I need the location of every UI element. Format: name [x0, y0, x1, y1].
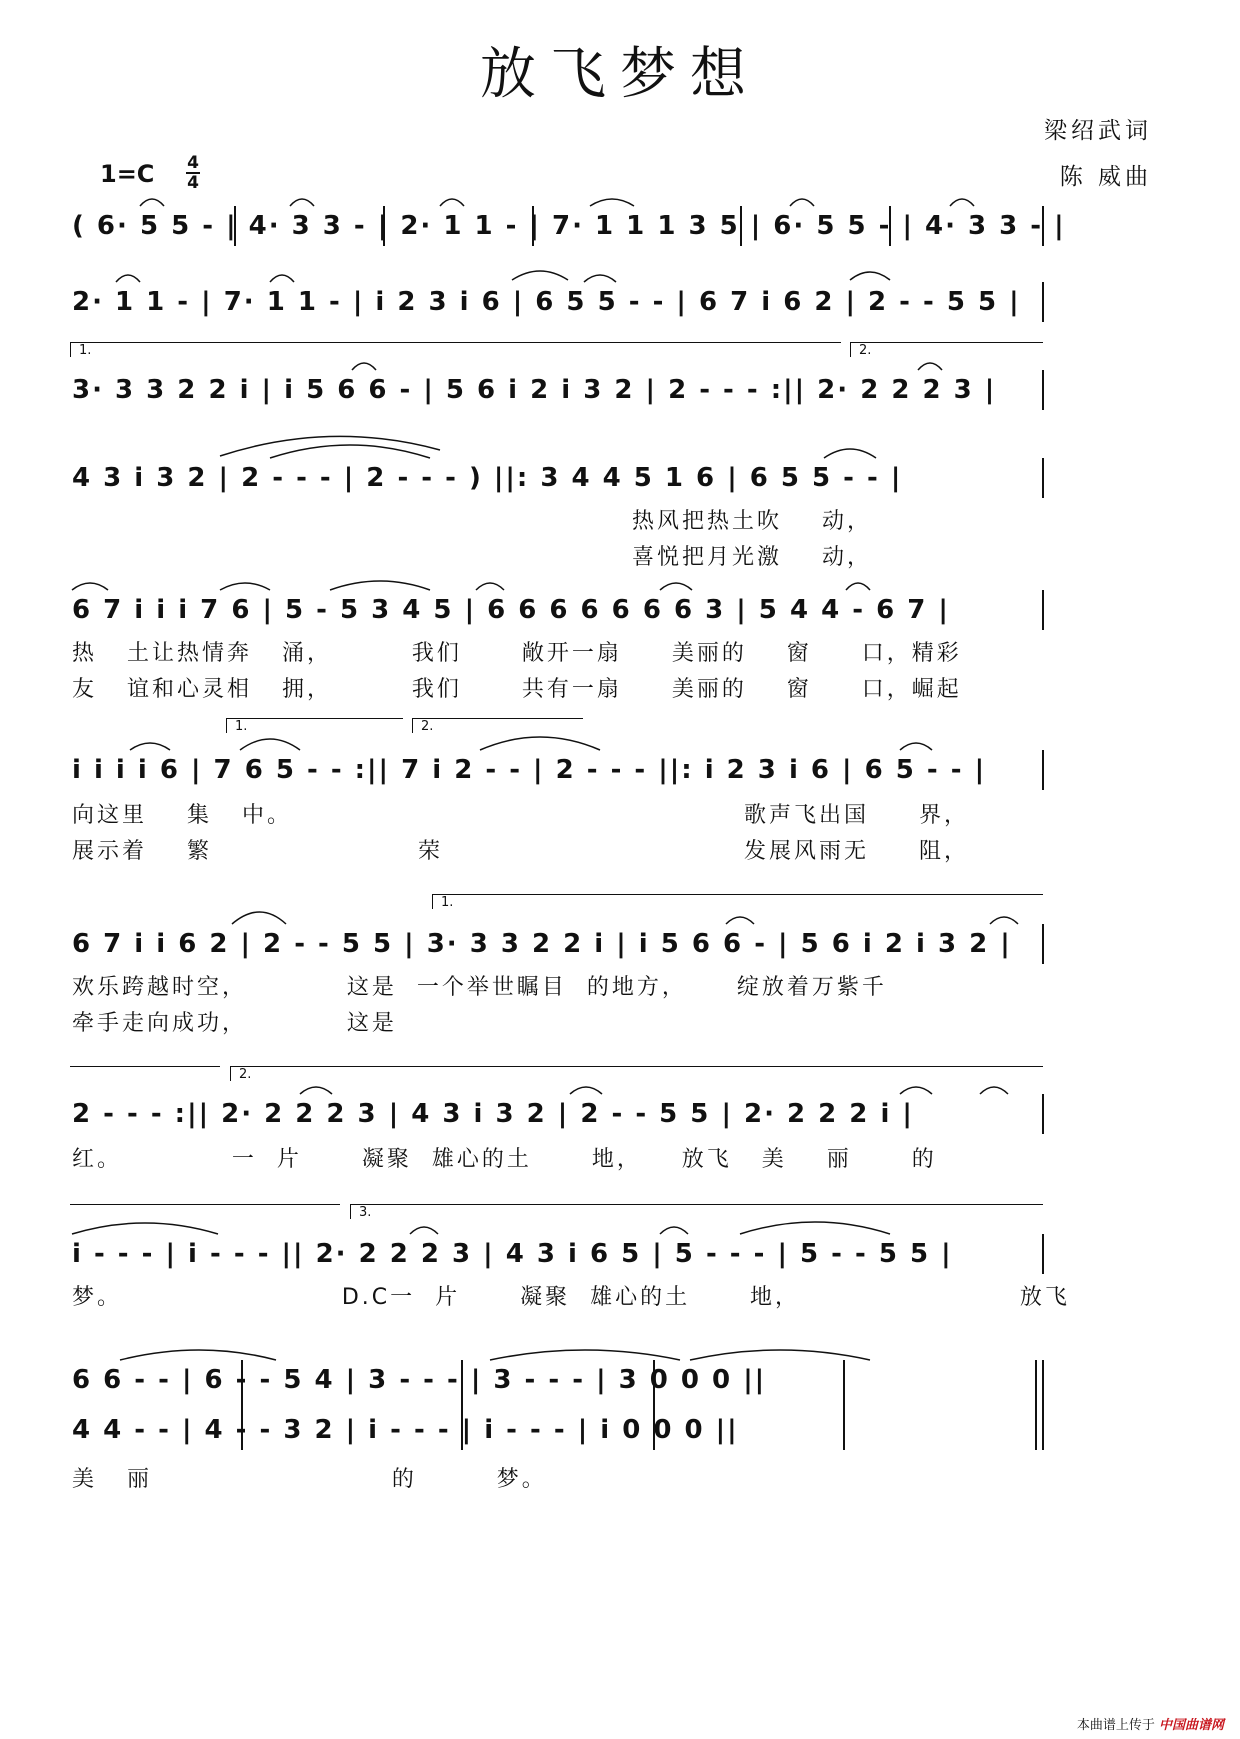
footer-text: 本曲谱上传于 [1076, 1718, 1155, 1733]
score-row-10 [72, 1360, 1168, 1408]
notes-row-3: 3· 3 3 2 2 i | i 5 6 6 - | 5 6 i 2 i 3 2 | 2 - - - :|| 2· 2 2 2 3 | [72, 375, 997, 405]
notes-row-8: 2 - - - :|| 2· 2 2 2 3 | 4 3 i 3 2 | 2 - - 5 5 | 2· 2 2 2 i | [72, 1099, 914, 1129]
lyric-row-6-verse-2c: 发展风雨无 阻， [744, 839, 969, 864]
score-row-11 [72, 1410, 1168, 1458]
volta-bracket-row6-1: 1. [226, 718, 403, 733]
composer-credit: 陈 威曲 [1059, 164, 1152, 190]
lyric-row-8: 红。 一 片 凝聚 雄心的土 地， 放飞 美 丽 的 [72, 1147, 937, 1172]
lyric-row-4-verse-1: 热风把热土吹 动， [632, 509, 872, 534]
volta-bracket-row9-1 [70, 1204, 340, 1219]
lyricist-credit: 梁绍武词 [1044, 118, 1152, 144]
notes-row-9: i - - - | i - - - || 2· 2 2 2 3 | 4 3 i 6 5 | 5 - - - | 5 - - 5 5 | [72, 1239, 953, 1269]
volta-bracket-1: 1. [70, 342, 841, 357]
volta-bracket-row6-2: 2. [412, 718, 583, 733]
lyric-row-5-verse-2: 友 谊和心灵相 拥， 我们 共有一扇 美丽的 窗 口，崛起 [72, 677, 962, 702]
volta-bracket-row7-1: 1. [432, 894, 1043, 909]
volta-bracket-2: 2. [850, 342, 1043, 357]
lyric-row-11: 美 丽 的 梦。 [72, 1467, 547, 1492]
volta-bracket-row8-1 [70, 1066, 220, 1081]
notes-row-10: 6 6 - - | 6 - - 5 4 | 3 - - - | 3 - - - | 3 0 0 0 || [72, 1365, 767, 1395]
score-row-6 [72, 750, 1168, 798]
notes-row-5: 6 7 i i i 7 6 | 5 - 5 3 4 5 | 6 6 6 6 6 6 6 3 | 5 4 4 - 6 7 | [72, 595, 950, 625]
lyric-row-6-verse-1c: 歌声飞出国 界， [744, 803, 969, 828]
lyric-row-4-verse-2: 喜悦把月光激 动， [632, 545, 872, 570]
notes-row-11: 4 4 - - | 4 - - 3 2 | i - - - | i - - - | i 0 0 0 || [72, 1415, 739, 1445]
volta-bracket-row8-2: 2. [230, 1066, 1043, 1081]
lyric-row-6-verse-2: 展示着 繁 [72, 839, 212, 864]
score-row-3 [72, 370, 1168, 418]
site-logo: 中国曲谱网 [1158, 1718, 1224, 1733]
notes-row-1: ( 6· 5 5 - | 4· 3 3 - | 2· 1 1 - | 7· 1 1 1 3 5 | 6· 5 5 - | 4· 3 3 - | [72, 211, 1066, 241]
lyric-row-5-verse-1: 热 土让热情奔 涌， 我们 敞开一扇 美丽的 窗 口，精彩 [72, 641, 962, 666]
time-signature [186, 154, 200, 192]
lyric-row-6-verse-2b: 荣 [418, 839, 444, 864]
time-signature-bottom: 4 [187, 173, 199, 193]
score-row-7 [72, 924, 1168, 972]
lyric-row-6-verse-1: 向这里 集 中。 [72, 803, 292, 828]
notes-row-2: 2· 1 1 - | 7· 1 1 - | i 2 3 i 6 | 6 5 5 - - | 6 7 i 6 2 | 2 - - 5 5 | [72, 287, 1021, 317]
score-row-8 [72, 1094, 1168, 1142]
notes-row-7: 6 7 i i 6 2 | 2 - - 5 5 | 3· 3 3 2 2 i | i 5 6 6 - | 5 6 i 2 i 3 2 | [72, 929, 1012, 959]
lyric-row-7-verse-1: 欢乐跨越时空， 这是 一个举世瞩目 的地方， 绽放着万紫千 [72, 975, 887, 1000]
notes-row-6: i i i i 6 | 7 6 5 - - :|| 7 i 2 - - | 2 - - - ||: i 2 3 i 6 | 6 5 - - | [72, 755, 987, 785]
lyric-row-9: 梦。 D.C一 片 凝聚 雄心的土 地， 放飞 [72, 1285, 1070, 1310]
volta-bracket-row9-3: 3. [350, 1204, 1043, 1219]
score-row-2 [72, 282, 1168, 330]
time-signature-top: 4 [187, 153, 199, 173]
score-row-9 [72, 1234, 1168, 1282]
footer-watermark [1077, 1714, 1224, 1733]
page-title: 放飞梦想 [480, 42, 760, 107]
key-signature: 1=C [100, 160, 155, 188]
lyric-row-7-verse-2: 牵手走向成功， 这是 [72, 1011, 397, 1036]
score-row-4 [72, 458, 1168, 506]
score-row-5 [72, 590, 1168, 638]
notes-row-4: 4 3 i 3 2 | 2 - - - | 2 - - - ) ||: 3 4 4 5 1 6 | 6 5 5 - - | [72, 463, 903, 493]
score-row-1 [72, 206, 1168, 254]
